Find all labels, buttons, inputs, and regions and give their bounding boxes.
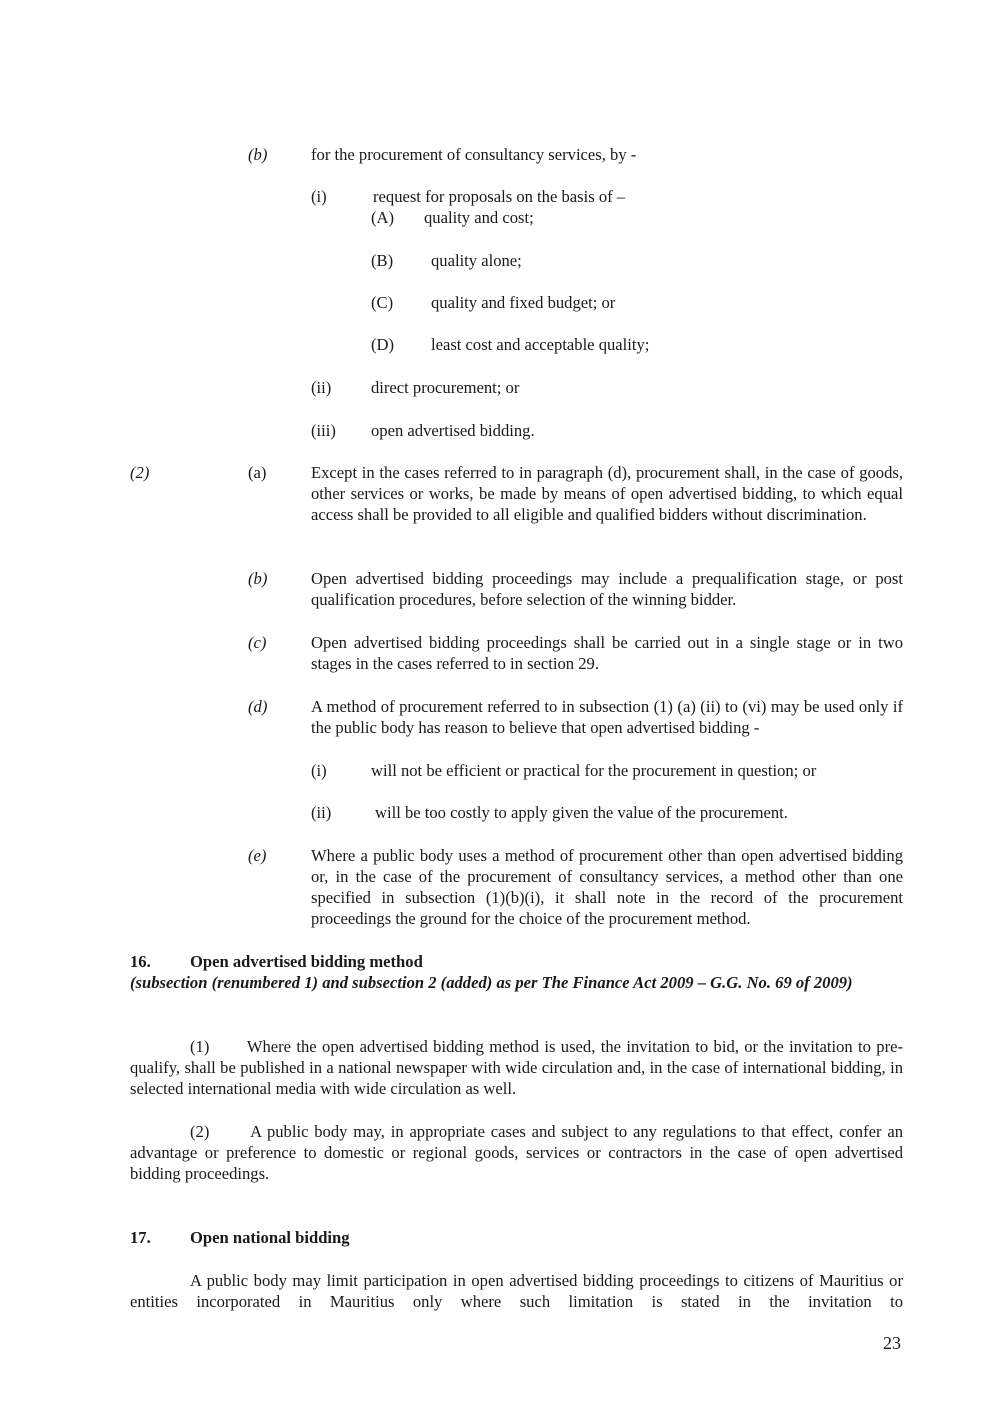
item-B-text: quality alone;: [431, 251, 522, 270]
item-ii-marker: (ii): [311, 378, 332, 397]
section-16-number: 16.: [130, 952, 151, 971]
subsection-2-marker: (2): [130, 463, 150, 482]
item-iii-text: open advertised bidding.: [371, 421, 535, 440]
para-2d-ii-marker: (ii): [311, 803, 332, 822]
item-i-marker: (i): [311, 187, 327, 206]
item-C-marker: (C): [371, 293, 394, 312]
para-2d-ii-text: will be too costly to apply given the value of the procurement.: [375, 803, 788, 822]
para-2b-text: Open advertised bidding proceedings may include a prequalification stage, or post qualification procedures, before selection of the winning bidder.: [311, 569, 903, 609]
page-number: 23: [883, 1333, 901, 1353]
item-A-marker: (A): [371, 208, 395, 227]
para-2d-i-text: will not be efficient or practical for the procurement in question; or: [371, 761, 817, 780]
section-17-para: A public body may limit participation in open advertised bidding proceedings to citizens of Mauritius or entities incorporated in Mauritius only where such limitation is stated in the invitation to: [130, 1271, 903, 1311]
para-2a-marker: (a): [248, 463, 267, 482]
section-16-para-1: (1) Where the open advertised bidding method is used, the invitation to bid, or the invitation to pre-qualify, shall be published in a national newspaper with wide circulation and, in the case of international bidding, in selected international media with wide circulation as well.: [130, 1037, 903, 1098]
para-2d-marker: (d): [248, 697, 268, 716]
para-2a-text: Except in the cases referred to in paragraph (d), procurement shall, in the case of goods, other services or works, be made by means of open advertised bidding, to which equal access shall be provided to all eligible and qualified bidders without discrimination.: [311, 463, 903, 524]
item-C-text: quality and fixed budget; or: [431, 293, 616, 312]
item-B-marker: (B): [371, 251, 394, 270]
item-D-text: least cost and acceptable quality;: [431, 335, 650, 354]
section-17-title: Open national bidding: [190, 1228, 350, 1247]
item-iii-marker: (iii): [311, 421, 336, 440]
section-16-amendment-note: (subsection (renumbered 1) and subsection 2 (added) as per The Finance Act 2009 – G.G. No. 69 of 2009): [130, 973, 853, 992]
para-b-text: for the procurement of consultancy services, by -: [311, 145, 637, 164]
para-2d-text: A method of procurement referred to in subsection (1) (a) (ii) to (vi) may be used only if the public body has reason to believe that open advertised bidding -: [311, 697, 903, 737]
section-17-number: 17.: [130, 1228, 151, 1247]
item-i-text: request for proposals on the basis of –: [373, 187, 626, 206]
para-2e-marker: (e): [248, 846, 267, 865]
item-ii-text: direct procurement; or: [371, 378, 520, 397]
section-16-para-2: (2) A public body may, in appropriate cases and subject to any regulations to that effect, confer an advantage or preference to domestic or regional goods, services or contractors in the case of open advertised bidding proceedings.: [130, 1122, 903, 1183]
item-A-text: quality and cost;: [424, 208, 534, 227]
para-2b-marker: (b): [248, 569, 268, 588]
para-2d-i-marker: (i): [311, 761, 327, 780]
para-2e-text: Where a public body uses a method of procurement other than open advertised bidding or, in the case of the procurement of consultancy services, a method other than one specified in subsection (1)(b)(i), it shall note in the record of the procurement proceedings the ground for the choice of the procurement method.: [311, 846, 903, 928]
para-b-marker: (b): [248, 145, 268, 164]
section-16-title: Open advertised bidding method: [190, 952, 423, 971]
para-2c-marker: (c): [248, 633, 267, 652]
item-D-marker: (D): [371, 335, 395, 354]
para-2c-text: Open advertised bidding proceedings shall be carried out in a single stage or in two stages in the cases referred to in section 29.: [311, 633, 903, 673]
